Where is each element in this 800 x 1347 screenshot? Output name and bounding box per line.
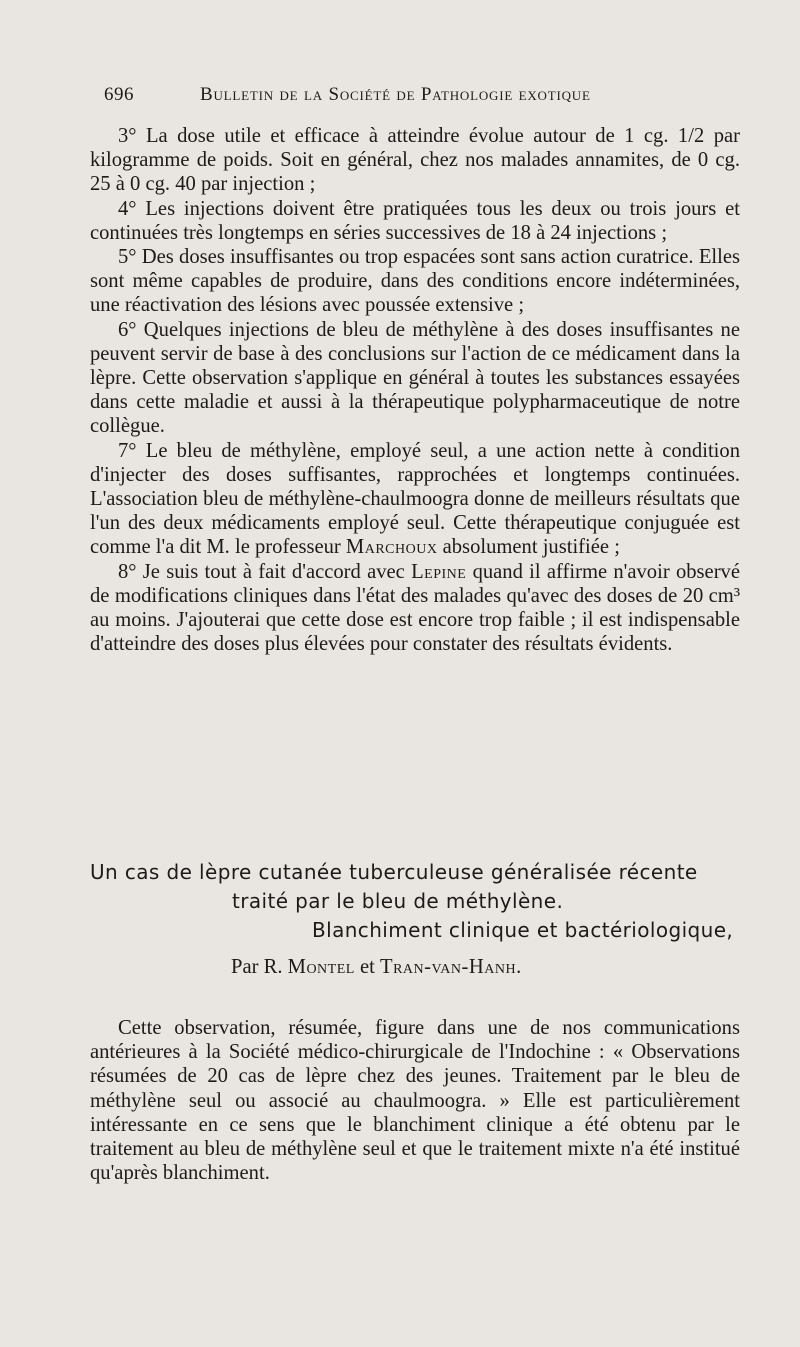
conclusion-5: 5° Des doses insuffisantes ou trop espacées sont sans action curatrice. Elles sont même capables de produire, dans des conditions encore indéterminées, une réactivation des lésions avec poussée extensive ; — [90, 246, 740, 317]
conclusion-7-text: 7° Le bleu de méthylène, employé seul, a une action nette à condition d'injecter des doses suffisantes, rapprochées et longtemps continuées. L'association bleu de méthylène-chaulmoogra donne de meilleurs résultats que l'un des deux médicaments employé seul. Cette thérapeutique conjuguée est comme l'a dit M. le professeur — [90, 439, 740, 559]
conclusion-4: 4° Les injections doivent être pratiquées tous les deux ou trois jours et continuées très longtemps en séries successives de 18 à 24 injections ; — [90, 197, 740, 244]
conclusion-8-end: quand il affirme n'avoir observé de modifications cliniques dans l'état des malades qu'avec des doses de 20 cm³ au moins. J'ajouterai que cette dose est encore trop faible ; il est indispensable d'atteindre des doses plus élevées pour constater des résultats évidents. — [90, 560, 740, 656]
conclusion-7-end: absolument justifiée ; — [437, 536, 620, 559]
page-header — [104, 84, 764, 114]
byline-and: et — [354, 956, 380, 978]
author-montel: Montel — [287, 956, 355, 978]
article-title — [90, 858, 740, 945]
conclusion-3: 3° La dose utile et efficace à atteindre évolue autour de 1 cg. 1/2 par kilogramme de poids. Soit en général, chez nos malades annamites, de 0 cg. 25 à 0 cg. 40 par injection ; — [90, 125, 740, 196]
conclusion-6: 6° Quelques injections de bleu de méthylène à des doses insuffisantes ne peuvent servir de base à des conclusions sur l'action de ce médicament dans la lèpre. Cette observation s'applique en général à toutes les substances essayées dans cette maladie et aussi à la thérapeutique polypharmaceutique de notre collègue. — [90, 318, 740, 438]
byline-prefix: Par R. — [231, 956, 288, 978]
author-name-marchoux: Marchoux — [345, 536, 438, 559]
conclusion-8 — [90, 560, 740, 657]
article-byline — [231, 956, 522, 979]
author-name-lepine: Lepine — [411, 560, 467, 583]
conclusions-list — [90, 124, 740, 656]
author-tran-van-hanh: Tran-van-Hanh. — [380, 956, 522, 978]
conclusion-7 — [90, 439, 740, 560]
intro-paragraph: Cette observation, résumée, figure dans une de nos communications antérieures à la Société médico-chirurgicale de l'Indochine : « Observations résumées de 20 cas de lèpre chez des jeunes. Traitement par le bleu de méthylène seul ou associé au chaulmoogra. » Elle est particulièrement intéressante en ce sens que le blanchiment clinique a été obtenu par le traitement au bleu de méthylène seul et que le traitement mixte n'a été institué qu'après blanchiment. — [90, 1017, 740, 1185]
article-title-line-3: Blanchiment clinique et bactériologique, — [312, 918, 734, 942]
article-title-line-1: Un cas de lèpre cutanée tuberculeuse généralisée récente — [90, 860, 698, 884]
page-number: 696 — [104, 84, 134, 105]
conclusion-8-text: 8° Je suis tout à fait d'accord avec — [118, 560, 412, 583]
article-title-line-2: traité par le bleu de méthylène. — [232, 889, 564, 913]
article-intro — [90, 1016, 740, 1185]
running-title: Bulletin de la Société de Pathologie exotique — [200, 84, 591, 105]
